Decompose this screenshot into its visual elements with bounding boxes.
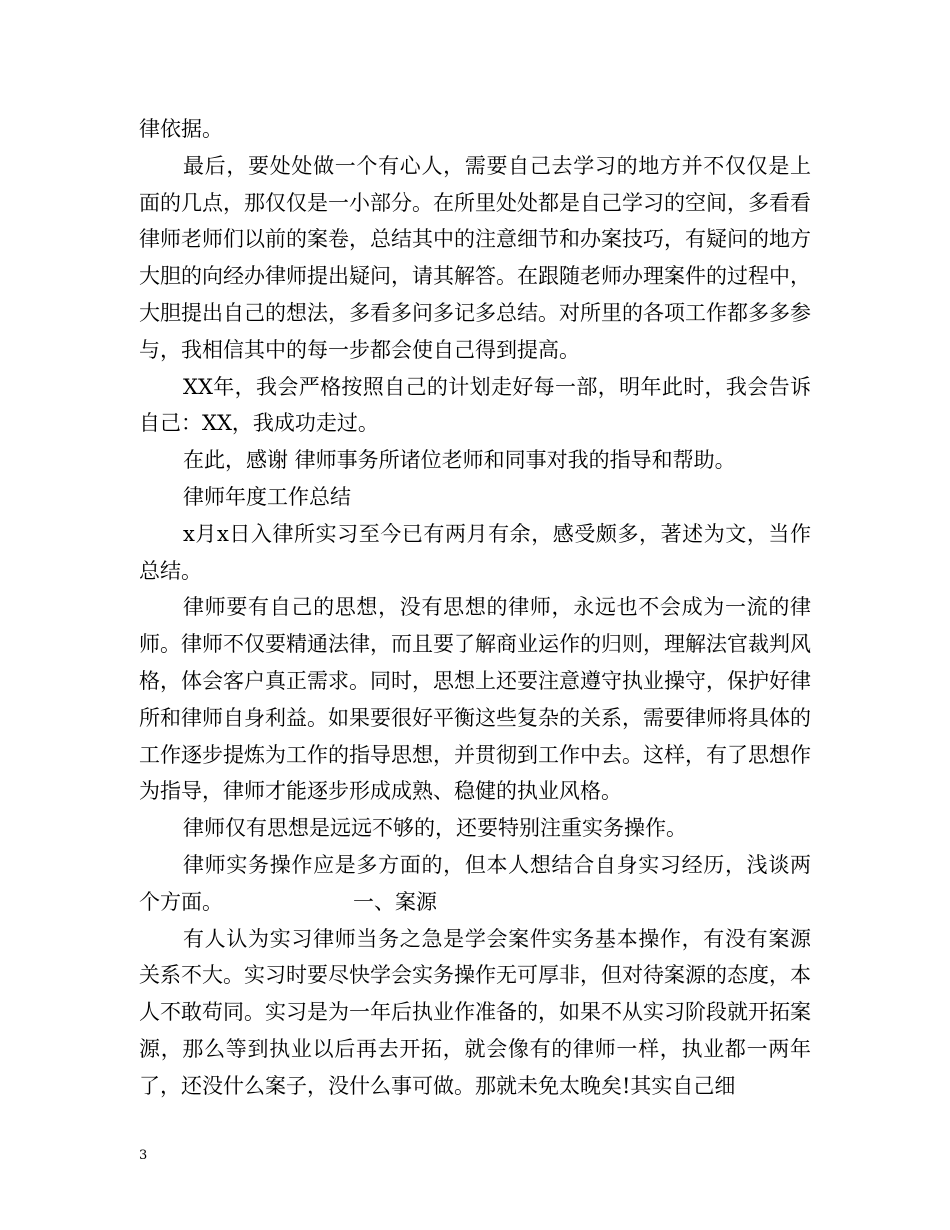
paragraph-8	[139, 847, 811, 921]
paragraph-3: XX年，我会严格按照自己的计划走好每一部，明年此时，我会告诉自己：XX，我成功走过。	[139, 374, 811, 436]
paragraph-9: 有人认为实习律师当务之急是学会案件实务基本操作，有没有案源关系不大。实习时要尽快学会实务操作无可厚非，但对待案源的态度，本人不敢苟同。实习是为一年后执业作准备的，如果不从实习阶段就开拓案源，那么等到执业以后再去开拓，就会像有的律师一样，执业都一两年了，还没什么案子，没什么事可做。那就未免太晚矣!其实自己细	[139, 926, 811, 1098]
page-number: 3	[139, 1148, 148, 1163]
paragraph-5: x月x日入律所实习至今已有两月有余，感受颇多，著述为文，当作总结。	[139, 521, 811, 583]
paragraph-6: 律师要有自己的思想，没有思想的律师，永远也不会成为一流的律师。律师不仅要精通法律，而且要了解商业运作的归则，理解法官裁判风格，体会客户真正需求。同时，思想上还要注意遵守执业操守，保护好律所和律师自身利益。如果要很好平衡这些复杂的关系，需要律师将具体的工作逐步提炼为工作的指导思想，并贯彻到工作中去。这样，有了思想作为指导，律师才能逐步形成成熟、稳健的执业风格。	[139, 595, 811, 804]
paragraph-2: 最后，要处处做一个有心人，需要自己去学习的地方并不仅仅是上面的几点，那仅仅是一小部分。在所里处处都是自己学习的空间，多看看律师老师们以前的案卷，总结其中的注意细节和办案技巧，有疑问的地方大胆的向经办律师提出疑问，请其解答。在跟随老师办理案件的过程中，大胆提出自己的想法，多看多问多记多总结。对所里的各项工作都多多参与，我相信其中的每一步都会使自己得到提高。	[139, 153, 811, 362]
paragraph-1: 律依据。	[139, 117, 223, 141]
section-heading: 一、案源	[353, 889, 437, 914]
section-title: 律师年度工作总结	[183, 484, 351, 509]
paragraph-7: 律师仅有思想是远远不够的，还要特别注重实务操作。	[183, 816, 687, 841]
document-body	[139, 111, 811, 1105]
paragraph-8-text: 律师实务操作应是多方面的，但本人想结合自身实习经历，浅谈两个方面。	[139, 852, 811, 914]
paragraph-4: 在此，感谢 律师事务所诸位老师和同事对我的指导和帮助。	[183, 448, 736, 473]
